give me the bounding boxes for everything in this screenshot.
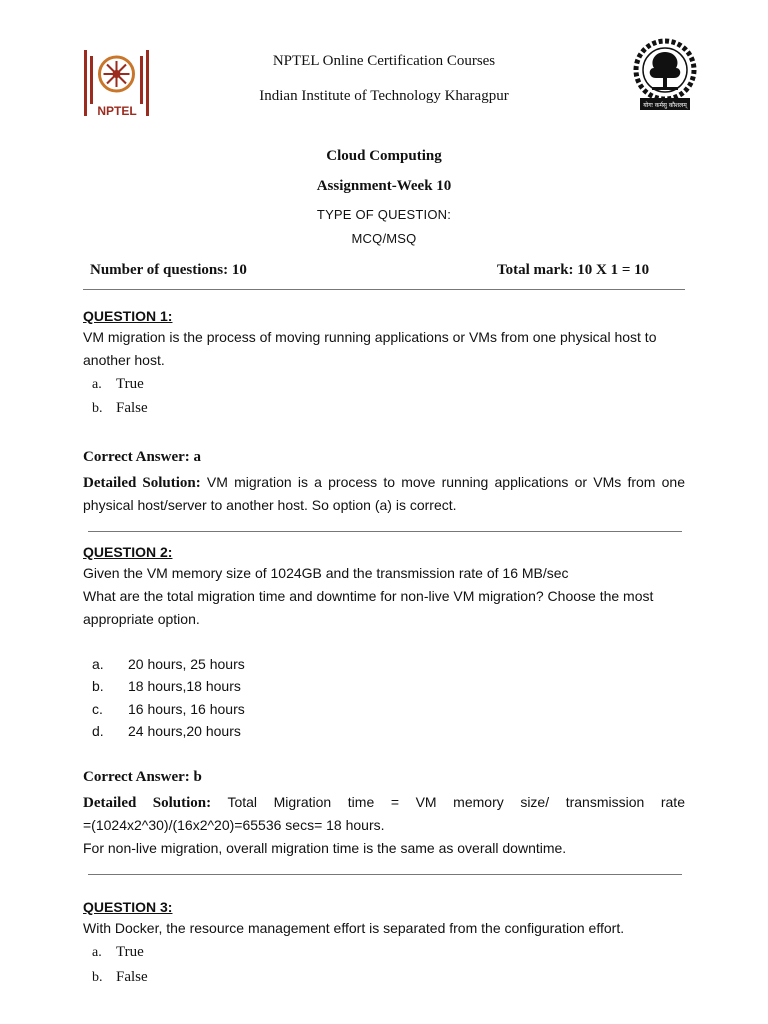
question-2-option-b: b. 18 hours,18 hours xyxy=(92,678,241,694)
question-2-solution-line3: For non-live migration, overall migration time is the same as overall downtime. xyxy=(83,840,567,856)
question-2-divider xyxy=(88,874,682,875)
question-1-solution-line2: physical host/server to another host. So option (a) is correct. xyxy=(83,497,457,513)
number-of-questions: Number of questions: 10 xyxy=(90,262,247,278)
institute-line: Indian Institute of Technology Kharagpur xyxy=(259,88,509,104)
course-title: Cloud Computing xyxy=(326,148,442,164)
nptel-logo-text: NPTEL xyxy=(97,104,137,118)
question-2-option-a: a. 20 hours, 25 hours xyxy=(92,656,245,672)
question-type-label: TYPE OF QUESTION: xyxy=(316,207,452,222)
question-1-divider xyxy=(88,531,682,532)
solution-label: Detailed Solution: xyxy=(83,795,212,811)
question-3-text-line: With Docker, the resource management effort is separated from the configuration effort. xyxy=(83,920,625,936)
question-type-value: MCQ/MSQ xyxy=(351,231,417,246)
question-2-text-line: appropriate option. xyxy=(83,611,200,627)
question-1-option-a: a. True xyxy=(92,376,144,392)
question-3-option-a: a. True xyxy=(92,944,144,960)
question-2-solution-line1: Detailed Solution: Total Migration time = VM memory size/ transmission rate xyxy=(83,794,685,811)
question-1-heading: QUESTION 1: xyxy=(83,308,173,324)
question-2-text xyxy=(83,562,693,631)
question-2-option-c: c. 16 hours, 16 hours xyxy=(92,701,245,717)
question-1-option-b: b. False xyxy=(92,400,148,416)
question-2-solution-line2: =(1024x2^30)/(16x2^20)=65536 secs= 18 hours. xyxy=(83,817,385,833)
question-3-option-b: b. False xyxy=(92,969,148,985)
assignment-title: Assignment-Week 10 xyxy=(316,178,452,194)
header-divider xyxy=(83,289,685,290)
question-2-text-line: What are the total migration time and downtime for non-live VM migration? Choose the most xyxy=(83,588,654,604)
org-line: NPTEL Online Certification Courses xyxy=(272,53,496,69)
solution-label: Detailed Solution: xyxy=(83,475,201,491)
question-1-text-line: another host. xyxy=(83,352,165,368)
question-2-option-d: d. 24 hours,20 hours xyxy=(92,723,241,739)
iit-logo-motto: योगः कर्मसु कौशलम् xyxy=(643,102,687,109)
question-2-heading: QUESTION 2: xyxy=(83,544,173,560)
total-mark: Total mark: 10 X 1 = 10 xyxy=(497,262,650,278)
question-1-text xyxy=(83,326,693,372)
question-1-solution-line1: Detailed Solution: VM migration is a process to move running applications or VMs from one xyxy=(83,474,685,491)
question-1-text-line: VM migration is the process of moving running applications or VMs from one physical host to xyxy=(83,329,657,345)
question-3-heading: QUESTION 3: xyxy=(83,899,173,915)
question-1-answer: Correct Answer: a xyxy=(83,449,202,465)
question-2-text-line: Given the VM memory size of 1024GB and the transmission rate of 16 MB/sec xyxy=(83,565,569,581)
question-2-answer: Correct Answer: b xyxy=(83,769,202,785)
question-3-text xyxy=(83,917,693,940)
